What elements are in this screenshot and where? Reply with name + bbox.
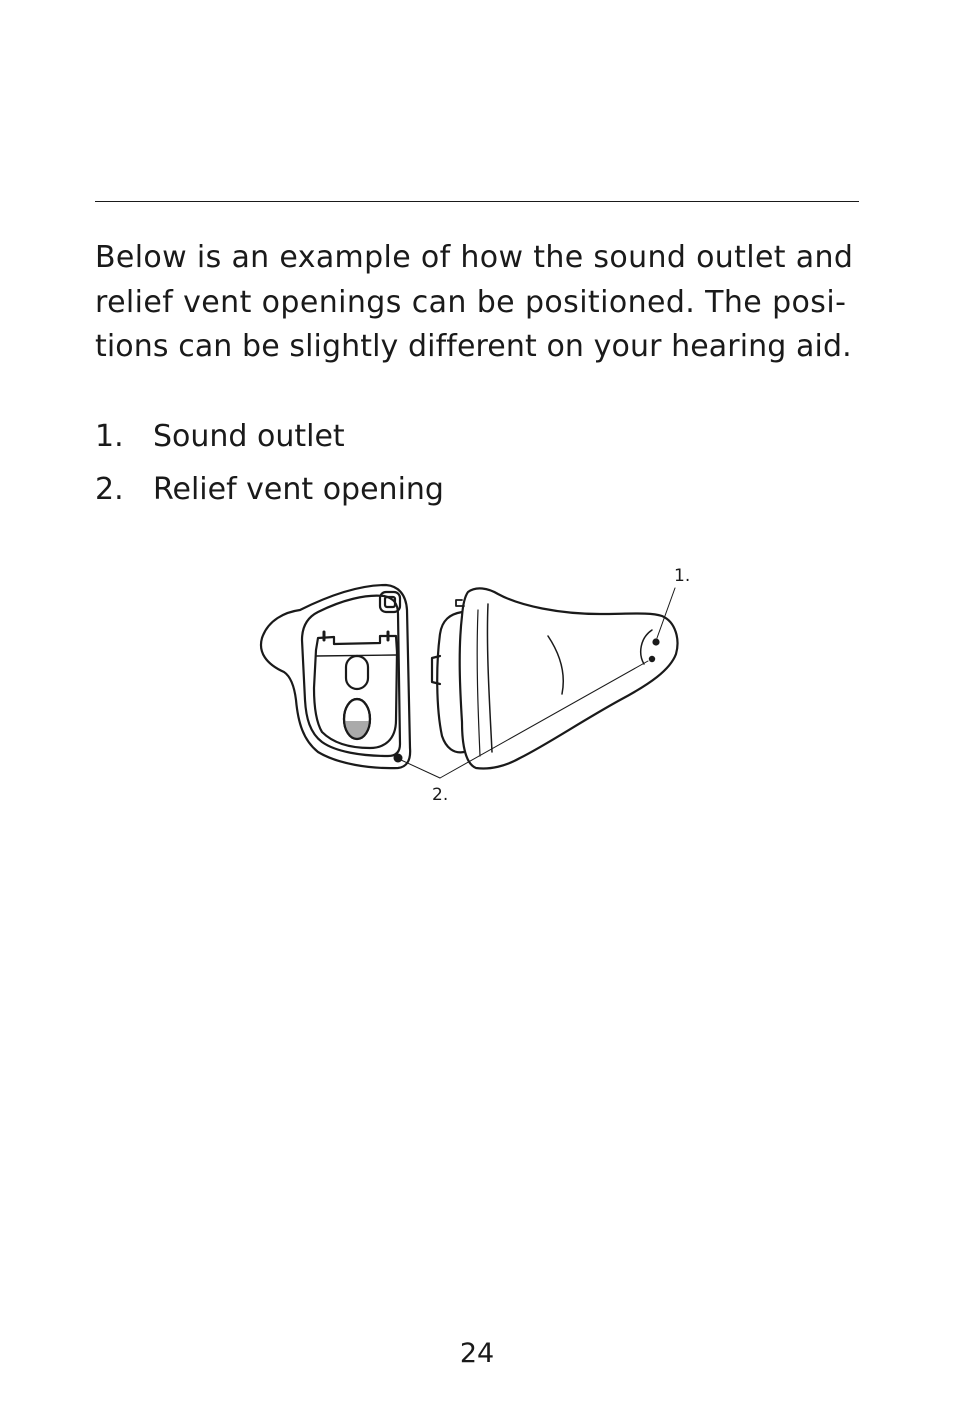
- callout-label-2: 2.: [432, 785, 449, 805]
- relief-vent-dot-left: [394, 754, 403, 763]
- page-number: 24: [459, 1338, 495, 1369]
- list-number: 2.: [95, 472, 124, 507]
- callout-label-1: 1.: [674, 566, 691, 586]
- intro-paragraph: [95, 236, 865, 370]
- list-number: 1.: [95, 419, 124, 454]
- list-text: Relief vent opening: [153, 472, 444, 507]
- intro-line-1: Below is an example of how the sound outlet and: [95, 240, 854, 275]
- list-item-relief-vent: [95, 463, 444, 516]
- faceplate-drawing: [261, 585, 410, 768]
- sound-outlet-dot: [652, 638, 659, 645]
- leader-line-1: [657, 588, 675, 638]
- shell-drawing: [432, 588, 677, 768]
- list-text: Sound outlet: [153, 419, 345, 454]
- intro-line-2: relief vent openings can be positioned. The posi-: [95, 284, 847, 320]
- list-item-sound-outlet: [95, 410, 444, 463]
- leader-line-2a: [401, 760, 440, 778]
- parts-list: [95, 410, 444, 516]
- intro-line-3: tions can be slightly different on your hearing aid.: [95, 329, 852, 364]
- leader-line-2b: [440, 661, 648, 778]
- top-rule: [95, 201, 859, 202]
- relief-vent-dot-right: [649, 656, 655, 662]
- hearing-aid-illustration: [250, 555, 710, 815]
